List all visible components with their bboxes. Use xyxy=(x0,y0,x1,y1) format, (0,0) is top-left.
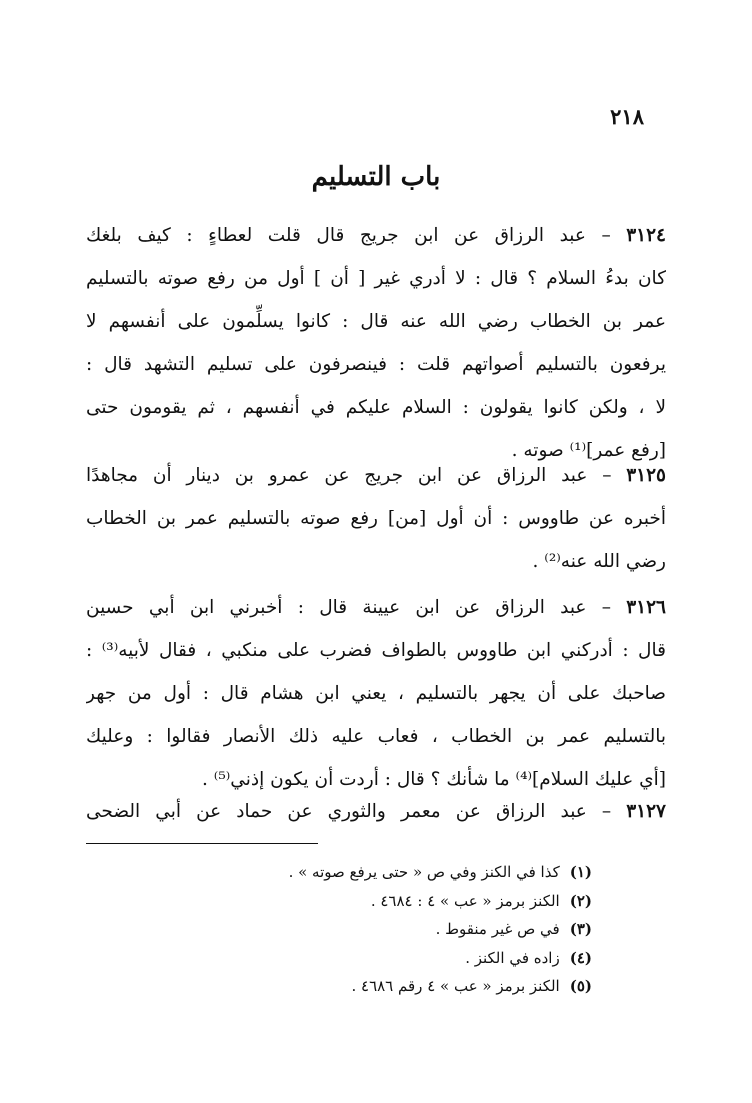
hadith-line: [أي عليك السلام]⁽⁴⁾ ما شأنك ؟ قال : أردت أن يكون إذني⁽⁵⁾ . xyxy=(202,769,666,790)
hadith-paragraph-3126 xyxy=(86,586,666,801)
hadith-number: ٣١٢٤ xyxy=(626,225,666,246)
hadith-line: [رفع عمر]⁽¹⁾ صوته . xyxy=(511,440,666,461)
hadith-paragraph-3127 xyxy=(86,790,666,833)
footnote-number: (٢) xyxy=(569,891,592,910)
footnote-item xyxy=(152,944,592,973)
footnote-item xyxy=(152,887,592,916)
footnote-text: في ص غير منقوط . xyxy=(435,920,560,938)
hadith-paragraph-3124 xyxy=(86,214,666,472)
hadith-line: كان بدءُ السلام ؟ قال : لا أدري غير [ أن ] أول من رفع صوته بالتسليم xyxy=(86,268,666,289)
hadith-line: لا ، ولكن كانوا يقولون : السلام عليكم في أنفسهم ، ثم يقومون حتى xyxy=(86,397,666,418)
hadith-line: يرفعون بالتسليم أصواتهم قلت : فينصرفون على تسليم التشهد قال : xyxy=(86,354,666,375)
hadith-line: أخبره عن طاووس : أن أول [من] رفع صوته بالتسليم عمر بن الخطاب xyxy=(86,508,666,529)
hadith-line: بالتسليم عمر بن الخطاب ، فعاب عليه ذلك الأنصار فقالوا : وعليك xyxy=(86,726,666,747)
footnote-number: (١) xyxy=(569,863,592,881)
hadith-line: ٣١٢٤ – عبد الرزاق عن ابن جريج قال قلت لعطاءٍ : كيف بلغك xyxy=(86,225,666,246)
hadith-number: ٣١٢٦ xyxy=(626,597,666,618)
footnote-number: (٤) xyxy=(569,948,592,967)
chapter-title: باب التسليم xyxy=(311,162,441,192)
hadith-line: عمر بن الخطاب رضي الله عنه قال : كانوا يسلِّمون على أنفسهم لا xyxy=(86,311,666,332)
hadith-line: رضي الله عنه⁽²⁾ . xyxy=(532,551,666,572)
hadith-line: ٣١٢٦ – عبد الرزاق عن ابن عيينة قال : أخبرني ابن أبي حسين xyxy=(86,597,666,618)
footnote-text: زاده في الكنز . xyxy=(465,948,560,967)
footnote-number: (٣) xyxy=(569,920,592,938)
footnote-item xyxy=(152,858,592,887)
footnote-item xyxy=(152,915,592,944)
footnote-item xyxy=(152,972,592,1001)
hadith-paragraph-3125 xyxy=(86,454,666,583)
footnote-text: الكنز برمز « عب » ٤ : ٤٦٨٤ . xyxy=(370,891,560,910)
footnote-divider xyxy=(86,843,318,844)
hadith-number: ٣١٢٥ xyxy=(626,465,666,486)
footnotes xyxy=(152,858,592,1001)
page-number: ٢١٨ xyxy=(610,104,644,129)
hadith-line: صاحبك على أن يجهر بالتسليم ، يعني ابن هشام قال : أول من جهر xyxy=(86,683,666,704)
hadith-line: ٣١٢٧ – عبد الرزاق عن معمر والثوري عن حماد عن أبي الضحى xyxy=(86,801,666,822)
footnote-text: الكنز برمز « عب » ٤ رقم ٤٦٨٦ . xyxy=(351,977,560,995)
footnote-text: كذا في الكنز وفي ص « حتى يرفع صوته » . xyxy=(288,863,560,881)
footnote-number: (٥) xyxy=(569,977,592,995)
hadith-number: ٣١٢٧ xyxy=(626,801,666,822)
hadith-line: قال : أدركني ابن طاووس بالطواف فضرب على منكبي ، فقال لأبيه⁽³⁾ : xyxy=(86,640,666,661)
hadith-line: ٣١٢٥ – عبد الرزاق عن ابن جريج عن عمرو بن دينار أن مجاهدًا xyxy=(86,465,666,486)
